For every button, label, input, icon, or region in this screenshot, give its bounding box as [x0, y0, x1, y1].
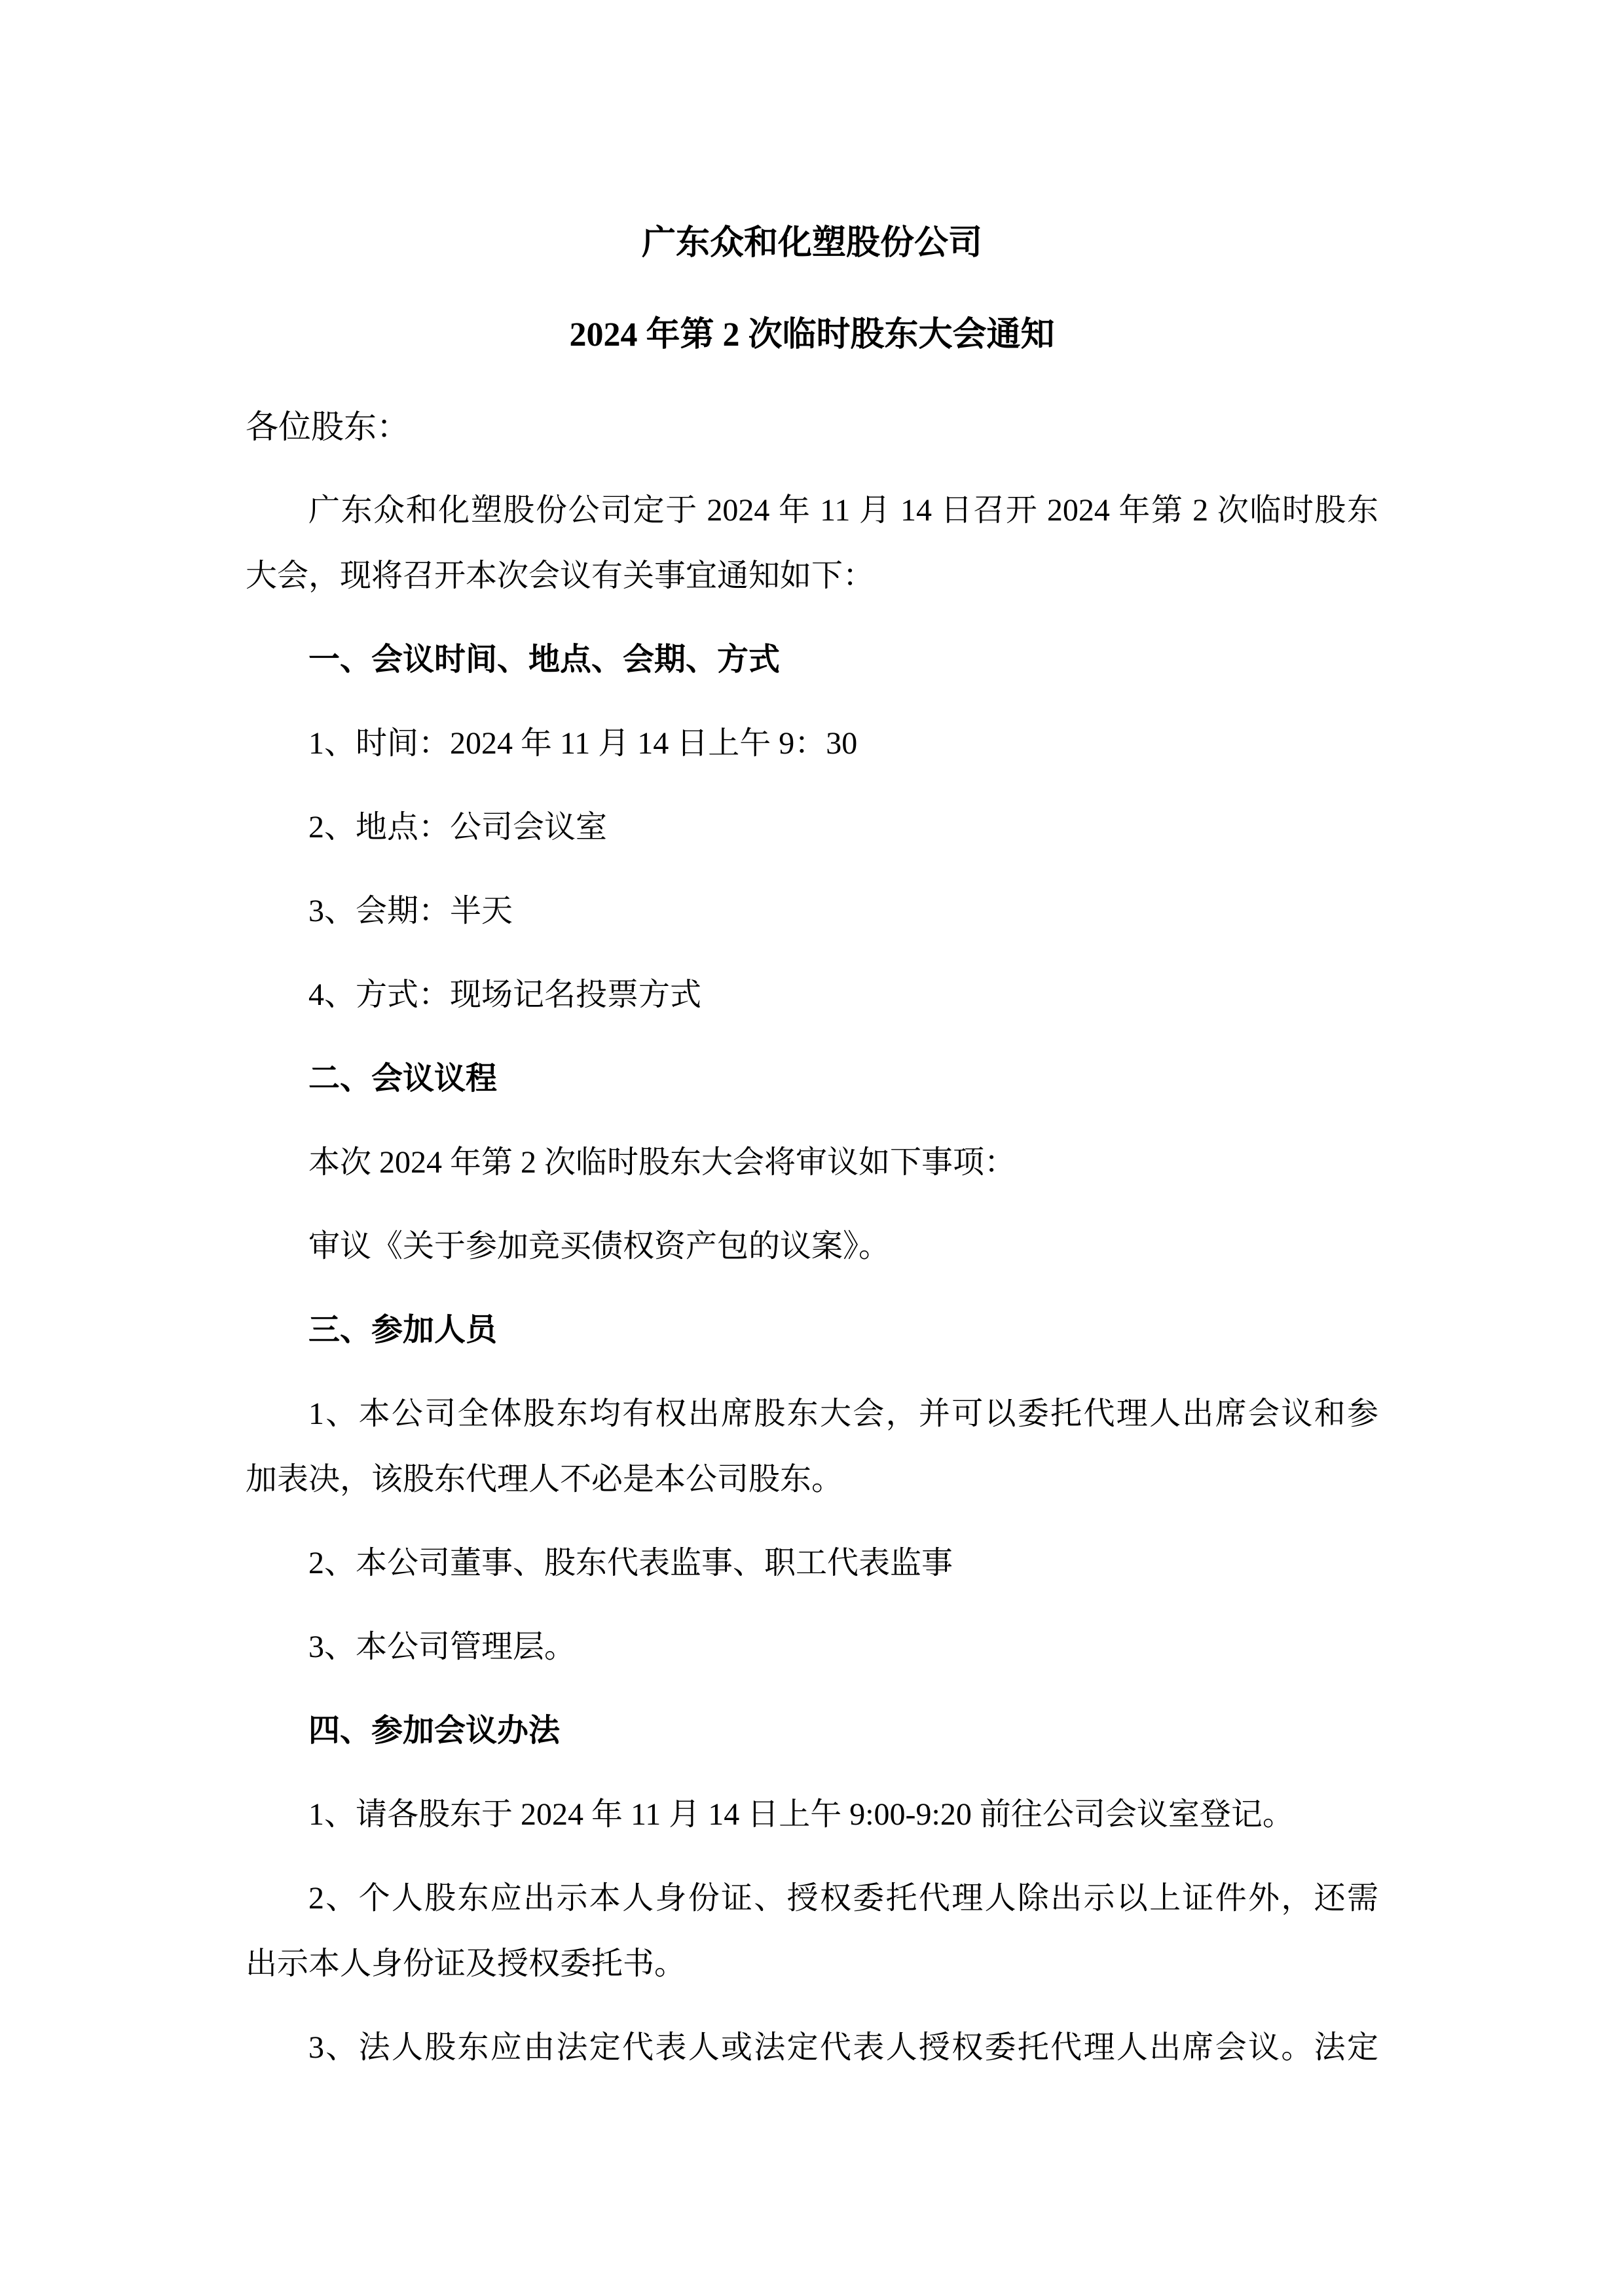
section-1-item-1: [246, 711, 1378, 776]
section-2-intro: [246, 1130, 1378, 1195]
section-2-heading: [246, 1046, 1378, 1112]
section-3-heading: [246, 1298, 1378, 1363]
text-line: 2、本公司董事、股东代表监事、职工代表监事: [308, 1546, 953, 1580]
section-4-item-3: [246, 2015, 1378, 2081]
text-line: 大会，现将召开本次会议有关事宜通知如下：: [246, 558, 875, 593]
section-4-item-2: [246, 1866, 1378, 1997]
section-3-item-3: [246, 1614, 1378, 1680]
text-line: 出示本人身份证及授权委托书。: [246, 1946, 686, 1981]
text-line: 广东众和化塑股份公司定于 2024 年 11 月 14 日召开 2024 年第 2 次临时股东: [308, 493, 1378, 528]
section-4-item-1: [246, 1782, 1378, 1848]
doc-subtitle-line: 2024 年第 2 次临时股东大会通知: [569, 316, 1055, 354]
doc-title: [246, 211, 1378, 276]
doc-subtitle: [246, 302, 1378, 368]
text-line: 4、方式：现场记名投票方式: [308, 977, 702, 1012]
text-line: 加表决，该股东代理人不必是本公司股东。: [246, 1462, 843, 1497]
text-line: 3、会期：半天: [308, 894, 513, 928]
text-line: 2、地点：公司会议室: [308, 810, 608, 845]
text-line: 本次 2024 年第 2 次临时股东大会将审议如下事项：: [308, 1145, 1016, 1180]
section-2-item: [246, 1214, 1378, 1279]
text-line: 3、法人股东应由法定代表人或法定代表人授权委托代理人出席会议。法定: [308, 2030, 1378, 2065]
text-line: 2、个人股东应出示本人身份证、授权委托代理人除出示以上证件外，还需: [308, 1881, 1378, 1916]
text-line: 1、时间：2024 年 11 月 14 日上午 9：30: [308, 726, 858, 761]
document-body: [246, 211, 1378, 2081]
section-1-heading: [246, 627, 1378, 693]
section-4-heading: [246, 1698, 1378, 1764]
text-line: 审议《关于参加竞买债权资产包的议案》。: [308, 1229, 891, 1264]
salutation: [246, 394, 1378, 460]
intro-paragraph: [246, 478, 1378, 609]
salutation-line: 各位股东：: [246, 409, 409, 445]
section-1-item-4: [246, 962, 1378, 1028]
text-line: 三、参加人员: [308, 1313, 498, 1347]
text-line: 3、本公司管理层。: [308, 1630, 576, 1664]
section-3-item-1: [246, 1381, 1378, 1512]
text-line: 1、本公司全体股东均有权出席股东大会，并可以委托代理人出席会议和参: [308, 1396, 1378, 1431]
text-line: 二、会议议程: [308, 1061, 498, 1096]
doc-title-line: 广东众和化塑股份公司: [641, 225, 982, 262]
text-line: 一、会议时间、地点、会期、方式: [308, 642, 781, 677]
section-1-item-2: [246, 795, 1378, 860]
section-3-item-2: [246, 1531, 1378, 1596]
section-1-item-3: [246, 879, 1378, 944]
text-line: 1、请各股东于 2024 年 11 月 14 日上午 9:00-9:20 前往公司会议室登记。: [308, 1797, 1294, 1832]
text-line: 四、参加会议办法: [308, 1713, 561, 1748]
